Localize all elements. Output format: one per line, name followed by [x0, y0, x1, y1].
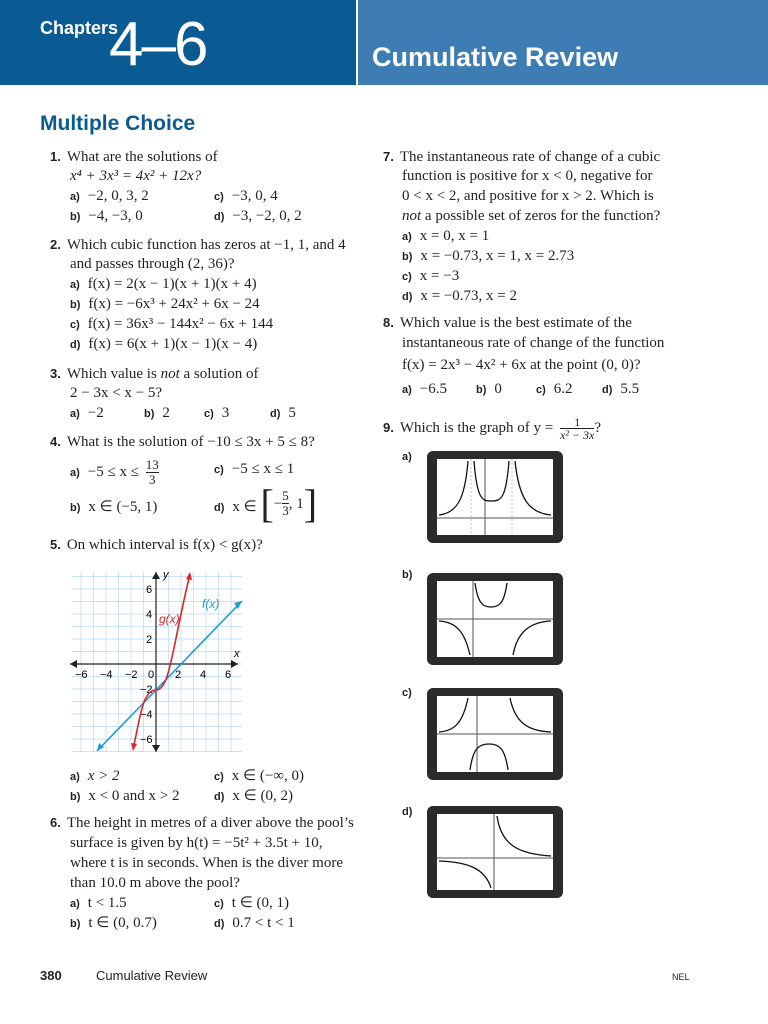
q3-option-d[interactable]: d) 5	[270, 405, 296, 421]
q6-option-c[interactable]: c) t ∈ (0, 1)	[214, 895, 290, 911]
g-arrow-bottom	[131, 743, 137, 751]
q9-graph-d[interactable]	[427, 806, 563, 898]
x-tick-label: 2	[175, 669, 182, 681]
y-tick-label: −2	[140, 684, 153, 696]
q5-stem: 5. On which interval is f(x) < g(x)?	[50, 537, 263, 553]
q7-option-a[interactable]: a) x = 0, x = 1	[402, 228, 490, 244]
q4-option-d[interactable]: $_{d)}$ x ∈ [− $\frac{5}{3}$ , 1]	[214, 481, 318, 526]
q5-graph	[66, 568, 246, 756]
y-tick-label: −6	[140, 734, 153, 746]
q6-option-b[interactable]: b) t ∈ (0, 0.7)	[70, 915, 157, 931]
chapter-range: 4–6	[109, 10, 207, 79]
q4-option-b[interactable]: b) x ∈ (−5, 1)	[70, 499, 158, 515]
q5-y-ticks	[140, 584, 153, 746]
q2-option-d[interactable]: d) f(x) = 6(x + 1)(x − 1)(x − 4)	[70, 336, 258, 352]
q5-x-arrow-left	[70, 660, 77, 668]
q9-option-a-label[interactable]: a)	[402, 451, 412, 463]
x-tick-label: −6	[75, 669, 88, 681]
q1-text: What are the solutions of	[66, 149, 218, 165]
chapter-banner	[0, 0, 768, 85]
q6-option-d[interactable]: d) 0.7 < t < 1	[214, 915, 295, 931]
f-label: f(x)	[202, 597, 220, 611]
footer-publisher: NEL	[672, 972, 690, 982]
q5-option-c[interactable]: c) x ∈ (−∞, 0)	[214, 768, 304, 784]
q1-option-a[interactable]: a) −2, 0, 3, 2	[70, 188, 149, 204]
q6-stem-line4: than 10.0 m above the pool?	[70, 875, 240, 891]
q7-stem-line4: not a possible set of zeros for the function?	[402, 208, 661, 224]
q2-option-c[interactable]: c) f(x) = 36x³ − 144x² − 6x + 144	[70, 316, 274, 332]
q2-stem: 2. Which cubic function has zeros at −1, 1, and 4	[50, 237, 346, 253]
x-tick-label: −4	[100, 669, 113, 681]
q7-stem: 7. The instantaneous rate of change of a cubic	[383, 149, 661, 165]
q9-graph-b-screen	[437, 581, 553, 657]
q8-option-b[interactable]: b) 0	[476, 381, 502, 397]
q6-stem-line2: surface is given by h(t) = −5t² + 3.5t + 10,	[70, 835, 323, 851]
chapters-label: Chapters	[40, 18, 119, 38]
q1-option-c[interactable]: c) −3, 0, 4	[214, 188, 278, 204]
q5-x-arrow-right	[231, 660, 238, 668]
q3-inequality: 2 − 3x < x − 5?	[70, 385, 163, 401]
q4-d-fraction: $\frac{5}{3}$	[282, 488, 289, 518]
q2-option-b[interactable]: b) f(x) = −6x³ + 24x² + 6x − 24	[70, 296, 260, 312]
q3-option-a[interactable]: a) −2	[70, 405, 104, 421]
q7-stem-line2: function is positive for x < 0, negative for	[402, 168, 653, 184]
q5-option-b[interactable]: b) x < 0 and x > 2	[70, 788, 180, 804]
q4-option-c[interactable]: c) −5 ≤ x ≤ 1	[214, 461, 295, 477]
q9-graph-d-screen	[437, 814, 553, 890]
q8-option-a[interactable]: a) −6.5	[402, 381, 447, 397]
x-tick-label: −2	[125, 669, 138, 681]
q8-option-c[interactable]: c) 6.2	[536, 381, 573, 397]
q9-option-d-label[interactable]: d)	[402, 806, 413, 818]
q9-option-b-label[interactable]: b)	[402, 569, 413, 581]
q6-stem: 6. The height in metres of a diver above the pool’s	[50, 815, 354, 831]
q9-graph-c-screen	[437, 696, 553, 772]
q9-graph-a[interactable]	[427, 451, 563, 543]
x-tick-label: 0	[148, 669, 155, 681]
q2-option-a[interactable]: a) f(x) = 2(x − 1)(x + 1)(x + 4)	[70, 276, 257, 292]
q6-option-a[interactable]: a) t < 1.5	[70, 895, 127, 911]
y-tick-label: −4	[140, 709, 153, 721]
q4-d-left-bracket: [	[260, 481, 274, 526]
q6-stem-line3: where t is in seconds. When is the diver more	[70, 855, 343, 871]
x-axis-label: x	[234, 648, 240, 660]
y-tick-label: 6	[146, 584, 153, 596]
section-title: Multiple Choice	[40, 112, 196, 135]
q7-option-d[interactable]: d) x = −0.73, x = 2	[402, 288, 518, 304]
q9-fraction: $\frac{1}{\text{x² − 3x}}$	[560, 415, 595, 442]
q5-option-d[interactable]: d) x ∈ (0, 2)	[214, 788, 293, 804]
footer-label: Cumulative Review	[96, 968, 208, 983]
q1-equation: x⁴ + 3x³ = 4x² + 12x?	[70, 168, 202, 184]
q8-stem-line2: instantaneous rate of change of the function	[402, 335, 665, 351]
g-label: g(x)	[159, 612, 180, 626]
g-curve	[133, 574, 190, 749]
q4-option-a[interactable]: a) −5 ≤ x ≤ $\frac{13}{3}$	[70, 457, 159, 487]
q8-stem-line3: f(x) = 2x³ − 4x² + 6x at the point (0, 0)?	[402, 357, 641, 373]
q9-graph-c[interactable]	[427, 688, 563, 780]
q7-option-b[interactable]: b) x = −0.73, x = 1, x = 2.73	[402, 248, 575, 264]
footer-page-number: 380	[40, 968, 62, 983]
y-tick-label: 4	[146, 609, 153, 621]
q9-option-c-label[interactable]: c)	[402, 687, 412, 699]
q7-stem-line3: 0 < x < 2, and positive for x > 2. Which is	[402, 188, 654, 204]
q1-stem	[50, 147, 218, 167]
q5-y-arrow-up	[152, 572, 160, 579]
q5-y-arrow-down	[152, 745, 160, 752]
x-tick-label: 4	[200, 669, 207, 681]
q7-option-c[interactable]: c) x = −3	[402, 268, 460, 284]
q9-graph-a-screen	[437, 459, 553, 535]
x-tick-label: 6	[225, 669, 232, 681]
q4-d-right-bracket: ]	[303, 481, 318, 526]
y-axis-label: y	[163, 569, 169, 581]
q3-option-c[interactable]: c) 3	[204, 405, 230, 421]
q1-option-b[interactable]: b) −4, −3, 0	[70, 208, 143, 224]
q9-graph-b[interactable]	[427, 573, 563, 665]
q3-stem: 3. Which value is not a solution of	[50, 366, 259, 382]
q1-option-d[interactable]: d) −3, −2, 0, 2	[214, 208, 302, 224]
q8-stem: 8. Which value is the best estimate of the	[383, 315, 632, 331]
banner-title: Cumulative Review	[372, 42, 619, 72]
q5-x-ticks	[75, 669, 231, 681]
q4-stem: 4. What is the solution of −10 ≤ 3x + 5 ≤ 8?	[50, 434, 315, 450]
q3-option-b[interactable]: b) 2	[144, 405, 170, 421]
g-arrow-top	[186, 572, 192, 580]
q1-number: 1.	[50, 149, 61, 164]
q9-stem: 9. Which is the graph of y = $\frac{1}{\text{x² − 3x}}$ ?	[383, 415, 602, 442]
q4-a-fraction: $\frac{13}{3}$	[145, 457, 159, 487]
y-tick-label: 2	[146, 634, 153, 646]
q8-option-d[interactable]: d) 5.5	[602, 381, 640, 397]
q2-stem-line2: and passes through (2, 36)?	[70, 256, 235, 272]
q5-option-a[interactable]: a) x > 2	[70, 768, 120, 784]
